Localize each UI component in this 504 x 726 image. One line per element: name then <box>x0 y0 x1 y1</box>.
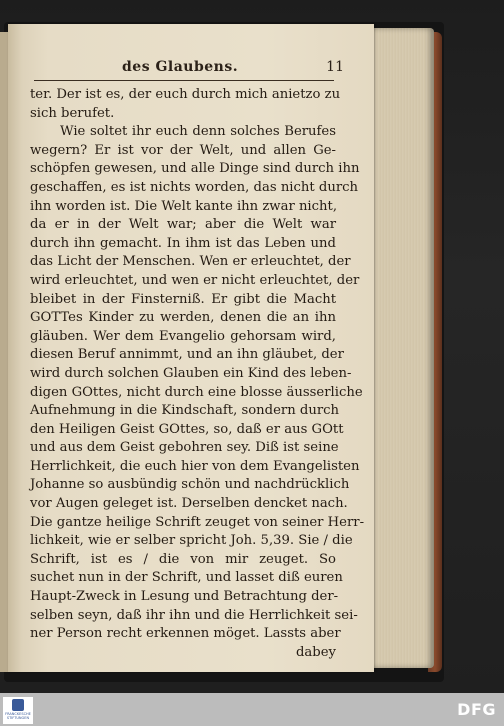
catchword: dabey <box>295 644 336 660</box>
text-line: durch ihn gemacht. In ihm ist das Leben und <box>30 235 336 251</box>
text-line: sich berufet. <box>30 105 115 121</box>
text-line: Herrlichkeit, die euch hier von dem Evangelisten <box>30 458 360 474</box>
body-text <box>30 86 365 662</box>
header-rule <box>34 80 334 81</box>
text-line: das Licht der Menschen. Wen er erleuchtet, der <box>30 254 351 270</box>
text-line: Haupt-Zweck in Lesung und Betrachtung der- <box>30 589 339 605</box>
text-line: schöpfen gewesen, und alle Dinge sind durch ihn <box>30 161 360 177</box>
text-line: wegern? Er ist vor der Welt, und allen Ge- <box>30 142 336 158</box>
text-line: Wie soltet ihr euch denn solches Berufes <box>60 124 336 140</box>
text-line: gläuben. Wer dem Evangelio gehorsam wird, <box>30 328 336 344</box>
text-line: Die gantze heilige Schrift zeuget von seiner Herr- <box>30 514 365 530</box>
text-line: den Heiligen Geist GOttes, so, daß er aus GOtt <box>30 421 344 437</box>
text-line: bleibet in der Finsterniß. Er gibt die Macht <box>30 291 336 307</box>
text-line: diesen Beruf annimmt, und an ihn gläubet, der <box>30 347 344 363</box>
text-line: da er in der Welt war; aber die Welt war <box>30 217 336 233</box>
text-line: suchet nun in der Schrift, und lasset diß euren <box>30 570 343 586</box>
text-line: wird durch solchen Glauben ein Kind des leben- <box>30 365 352 381</box>
text-line: Aufnehmung in die Kindschaft, sondern durch <box>30 403 340 419</box>
page-header <box>34 56 344 80</box>
text-line: ter. Der ist es, der euch durch mich anietzo zu <box>30 87 341 102</box>
running-head: des Glaubens. <box>122 59 239 75</box>
text-line: lichkeit, wie er selber spricht Joh. 5,39. Sie / die <box>30 533 353 549</box>
text-line: und aus dem Geist gebohren sey. Diß ist seine <box>30 440 339 456</box>
dfg-logo[interactable]: DFG <box>457 700 496 719</box>
text-line: ihn worden ist. Die Welt kante ihn zwar nicht, <box>30 198 338 214</box>
text-line: vor Augen geleget ist. Derselben dencket nach. <box>30 496 348 512</box>
text-line: geschaffen, es ist nichts worden, das nicht durch <box>30 179 359 195</box>
viewer-footer-bar <box>0 693 504 726</box>
page-edge-stack <box>368 28 434 668</box>
page-number: 11 <box>326 59 344 75</box>
text-line: selben seyn, daß ihr ihn und die Herrlichkeit sei- <box>30 607 358 623</box>
library-logo-text: FRANCKESCHE STIFTUNGEN <box>5 712 31 720</box>
text-line: digen GOttes, nicht durch eine blosse äusserliche <box>30 384 363 400</box>
text-line: ner Person recht erkennen möget. Lassts aber <box>30 626 341 642</box>
library-emblem-icon <box>12 699 24 711</box>
text-line: Johanne so ausbündig schön und nachdrücklich <box>30 477 350 493</box>
text-line: wird erleuchtet, und wen er nicht erleuchtet, der <box>30 272 360 288</box>
text-line: Schrift, ist es / die von mir zeuget. So <box>30 551 336 567</box>
library-logo[interactable] <box>3 697 33 724</box>
text-line: GOTTes Kinder zu werden, denen die an ihn <box>30 310 336 326</box>
